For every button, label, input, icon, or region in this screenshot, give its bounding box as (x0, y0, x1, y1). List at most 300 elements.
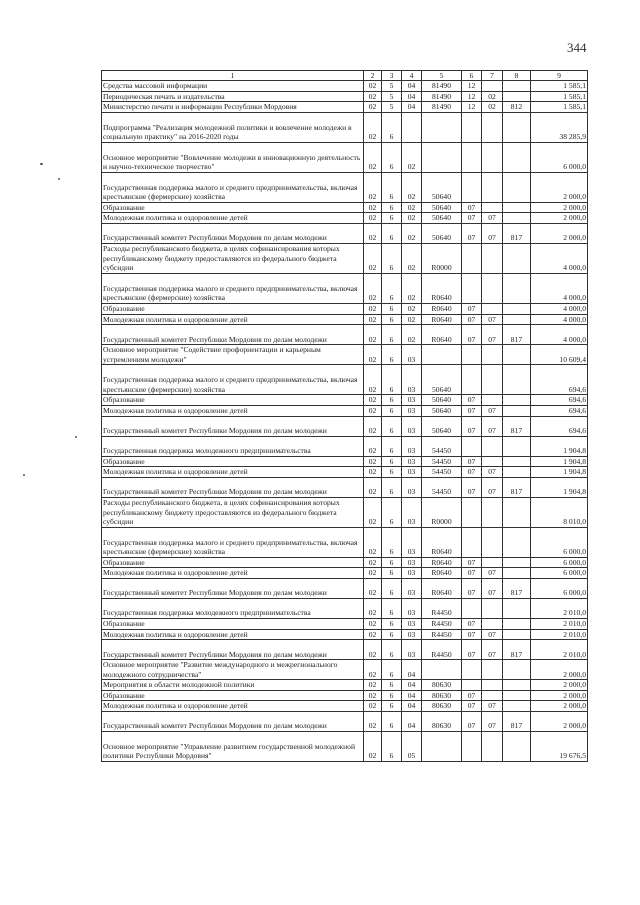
code-3-cell: 6 (382, 467, 402, 478)
code-6-cell (462, 732, 482, 762)
code-7-cell (482, 618, 503, 629)
code-2-cell: 02 (364, 416, 382, 436)
row-name-cell: Государственный комитет Республики Мордовия по делам молодежи (102, 325, 364, 345)
amount-cell: 1 904,8 (531, 467, 588, 478)
code-4-cell: 03 (402, 527, 422, 557)
code-4-cell: 03 (402, 405, 422, 416)
table-row (102, 112, 588, 142)
code-4-cell: 04 (402, 91, 422, 102)
table-row (102, 91, 588, 102)
amount-cell: 4 000,0 (531, 243, 588, 273)
table-row (102, 629, 588, 640)
amount-cell: 1 585,1 (531, 81, 588, 92)
code-7-cell: 02 (482, 102, 503, 113)
code-5-cell: 80630 (422, 690, 462, 701)
code-7-cell: 07 (482, 701, 503, 712)
code-2-cell: 02 (364, 142, 382, 172)
table-row (102, 325, 588, 345)
column-header: 5 (422, 71, 462, 81)
code-3-cell: 6 (382, 578, 402, 598)
code-8-cell (503, 243, 531, 273)
code-3-cell: 6 (382, 303, 402, 314)
code-4-cell: 03 (402, 578, 422, 598)
table-body (102, 81, 588, 762)
table-row (102, 202, 588, 213)
row-name-cell: Государственная поддержка малого и среднего предпринимательства, включая крестьянские (фермерские) хозяйства (102, 172, 364, 202)
table-row (102, 477, 588, 497)
code-6-cell (462, 436, 482, 456)
table-row (102, 395, 588, 406)
row-name-cell: Молодежная политика и оздоровление детей (102, 405, 364, 416)
code-4-cell: 02 (402, 142, 422, 172)
code-7-cell: 07 (482, 314, 503, 325)
code-7-cell (482, 497, 503, 527)
code-3-cell: 5 (382, 102, 402, 113)
code-8-cell (503, 345, 531, 365)
code-3-cell: 6 (382, 598, 402, 618)
code-8-cell (503, 557, 531, 568)
code-4-cell: 04 (402, 680, 422, 691)
code-3-cell: 6 (382, 712, 402, 732)
code-6-cell: 07 (462, 325, 482, 345)
amount-cell: 6 000,0 (531, 557, 588, 568)
table-row (102, 557, 588, 568)
code-8-cell: 817 (503, 712, 531, 732)
code-5-cell: 50640 (422, 202, 462, 213)
code-3-cell: 6 (382, 680, 402, 691)
table-row (102, 712, 588, 732)
code-8-cell (503, 81, 531, 92)
column-header: 7 (482, 71, 503, 81)
code-6-cell: 07 (462, 405, 482, 416)
table-row (102, 172, 588, 202)
code-4-cell: 03 (402, 598, 422, 618)
row-name-cell: Государственный комитет Республики Мордовия по делам молодежи (102, 223, 364, 243)
code-6-cell (462, 497, 482, 527)
code-8-cell: 817 (503, 223, 531, 243)
column-header: 3 (382, 71, 402, 81)
table-row (102, 213, 588, 224)
code-8-cell: 817 (503, 640, 531, 660)
code-3-cell: 6 (382, 629, 402, 640)
code-5-cell (422, 112, 462, 142)
amount-cell: 1 904,8 (531, 456, 588, 467)
code-5-cell: 50640 (422, 213, 462, 224)
code-8-cell (503, 395, 531, 406)
code-8-cell (503, 314, 531, 325)
code-8-cell (503, 436, 531, 456)
row-name-cell: Образование (102, 618, 364, 629)
code-7-cell: 07 (482, 325, 503, 345)
code-4-cell: 02 (402, 202, 422, 213)
row-name-cell: Государственная поддержка малого и среднего предпринимательства, включая крестьянские (фермерские) хозяйства (102, 273, 364, 303)
code-4-cell: 03 (402, 629, 422, 640)
code-4-cell: 03 (402, 436, 422, 456)
amount-cell: 1 585,1 (531, 102, 588, 113)
code-8-cell (503, 680, 531, 691)
code-2-cell: 02 (364, 325, 382, 345)
amount-cell: 694,6 (531, 405, 588, 416)
code-6-cell (462, 527, 482, 557)
code-5-cell: R0640 (422, 325, 462, 345)
code-4-cell: 04 (402, 701, 422, 712)
code-6-cell: 07 (462, 640, 482, 660)
code-8-cell (503, 202, 531, 213)
code-5-cell: 54450 (422, 436, 462, 456)
code-8-cell (503, 467, 531, 478)
code-3-cell: 6 (382, 395, 402, 406)
amount-cell: 6 000,0 (531, 568, 588, 579)
code-7-cell (482, 142, 503, 172)
code-4-cell: 02 (402, 303, 422, 314)
amount-cell: 2 000,0 (531, 660, 588, 680)
amount-cell: 4 000,0 (531, 303, 588, 314)
row-name-cell: Государственная поддержка молодежного предпринимательства (102, 598, 364, 618)
column-header: 4 (402, 71, 422, 81)
code-3-cell: 6 (382, 213, 402, 224)
code-5-cell (422, 345, 462, 365)
code-7-cell (482, 345, 503, 365)
table-row (102, 598, 588, 618)
code-2-cell: 02 (364, 477, 382, 497)
code-7-cell (482, 690, 503, 701)
code-8-cell (503, 527, 531, 557)
row-name-cell: Государственный комитет Республики Мордовия по делам молодежи (102, 712, 364, 732)
row-name-cell: Государственный комитет Республики Мордовия по делам молодежи (102, 640, 364, 660)
code-6-cell (462, 365, 482, 395)
code-4-cell: 02 (402, 213, 422, 224)
code-2-cell: 02 (364, 618, 382, 629)
code-6-cell: 07 (462, 557, 482, 568)
code-8-cell (503, 273, 531, 303)
code-3-cell: 6 (382, 142, 402, 172)
code-3-cell: 6 (382, 345, 402, 365)
code-3-cell: 6 (382, 660, 402, 680)
row-name-cell: Основное мероприятие "Содействие профориентации и карьерным устремлениям молодежи" (102, 345, 364, 365)
table-row (102, 578, 588, 598)
code-6-cell (462, 243, 482, 273)
row-name-cell: Государственный комитет Республики Мордовия по делам молодежи (102, 578, 364, 598)
scan-speck (40, 163, 43, 165)
code-3-cell: 6 (382, 172, 402, 202)
code-2-cell: 02 (364, 598, 382, 618)
row-name-cell: Молодежная политика и оздоровление детей (102, 314, 364, 325)
code-6-cell: 07 (462, 477, 482, 497)
amount-cell: 2 000,0 (531, 712, 588, 732)
code-8-cell (503, 213, 531, 224)
code-8-cell (503, 303, 531, 314)
table-row (102, 701, 588, 712)
amount-cell: 38 285,9 (531, 112, 588, 142)
table-row (102, 303, 588, 314)
table-row (102, 102, 588, 113)
row-name-cell: Подпрограмма "Реализация молодежной политики и вовлечение молодежи в социальную практику" на 2016-2020 годы (102, 112, 364, 142)
code-2-cell: 02 (364, 436, 382, 456)
table-row (102, 568, 588, 579)
code-2-cell: 02 (364, 81, 382, 92)
code-5-cell: R0000 (422, 497, 462, 527)
code-7-cell: 07 (482, 477, 503, 497)
code-6-cell: 07 (462, 416, 482, 436)
code-6-cell: 07 (462, 202, 482, 213)
code-8-cell (503, 568, 531, 579)
code-4-cell: 03 (402, 467, 422, 478)
code-3-cell: 5 (382, 91, 402, 102)
table-row (102, 680, 588, 691)
code-2-cell: 02 (364, 456, 382, 467)
code-7-cell (482, 395, 503, 406)
code-3-cell: 6 (382, 243, 402, 273)
code-7-cell (482, 660, 503, 680)
code-6-cell (462, 273, 482, 303)
code-5-cell: R0640 (422, 314, 462, 325)
code-2-cell: 02 (364, 345, 382, 365)
row-name-cell: Образование (102, 202, 364, 213)
code-2-cell: 02 (364, 467, 382, 478)
code-5-cell: 50640 (422, 405, 462, 416)
code-5-cell: R0640 (422, 527, 462, 557)
code-7-cell: 07 (482, 405, 503, 416)
code-5-cell: R0640 (422, 557, 462, 568)
code-8-cell (503, 660, 531, 680)
code-7-cell (482, 436, 503, 456)
row-name-cell: Основное мероприятие "Развитие международного и межрегионального молодежного сотрудничества" (102, 660, 364, 680)
code-3-cell: 6 (382, 477, 402, 497)
code-5-cell: 54450 (422, 456, 462, 467)
code-4-cell: 04 (402, 81, 422, 92)
code-6-cell: 07 (462, 701, 482, 712)
code-5-cell: R4450 (422, 618, 462, 629)
code-4-cell: 03 (402, 568, 422, 579)
code-4-cell (402, 112, 422, 142)
code-6-cell: 07 (462, 213, 482, 224)
code-5-cell: R0640 (422, 273, 462, 303)
scan-speck (75, 436, 77, 438)
row-name-cell: Основное мероприятие "Управление развитием государственной молодежной политики Республики Мордовия" (102, 732, 364, 762)
code-2-cell: 02 (364, 712, 382, 732)
row-name-cell: Молодежная политика и оздоровление детей (102, 568, 364, 579)
code-4-cell: 02 (402, 223, 422, 243)
amount-cell: 2 000,0 (531, 202, 588, 213)
code-2-cell: 02 (364, 202, 382, 213)
table-row (102, 732, 588, 762)
code-8-cell (503, 629, 531, 640)
code-7-cell (482, 598, 503, 618)
code-5-cell: R4450 (422, 640, 462, 660)
code-5-cell: 80630 (422, 701, 462, 712)
amount-cell: 2 000,0 (531, 213, 588, 224)
table-row (102, 416, 588, 436)
code-2-cell: 02 (364, 112, 382, 142)
row-name-cell: Средства массовой информации (102, 81, 364, 92)
code-8-cell (503, 365, 531, 395)
code-5-cell (422, 660, 462, 680)
row-name-cell: Образование (102, 303, 364, 314)
row-name-cell: Государственный комитет Республики Мордовия по делам молодежи (102, 477, 364, 497)
code-7-cell (482, 557, 503, 568)
code-2-cell: 02 (364, 629, 382, 640)
column-header: 2 (364, 71, 382, 81)
table-row (102, 405, 588, 416)
code-7-cell (482, 81, 503, 92)
amount-cell: 2 000,0 (531, 680, 588, 691)
code-2-cell: 02 (364, 732, 382, 762)
code-6-cell: 07 (462, 568, 482, 579)
code-4-cell: 03 (402, 618, 422, 629)
code-7-cell (482, 732, 503, 762)
amount-cell: 694,6 (531, 416, 588, 436)
amount-cell: 2 000,0 (531, 701, 588, 712)
row-name-cell: Образование (102, 690, 364, 701)
code-6-cell (462, 142, 482, 172)
table-row (102, 273, 588, 303)
code-6-cell: 07 (462, 690, 482, 701)
amount-cell: 8 010,0 (531, 497, 588, 527)
code-5-cell: 50640 (422, 365, 462, 395)
code-3-cell: 6 (382, 416, 402, 436)
code-3-cell: 6 (382, 701, 402, 712)
code-5-cell: 54450 (422, 467, 462, 478)
table-row (102, 365, 588, 395)
table-row (102, 527, 588, 557)
code-2-cell: 02 (364, 497, 382, 527)
code-6-cell: 12 (462, 81, 482, 92)
code-2-cell: 02 (364, 273, 382, 303)
row-name-cell: Министерство печати и информации Республики Мордовия (102, 102, 364, 113)
code-4-cell: 04 (402, 102, 422, 113)
code-7-cell: 07 (482, 568, 503, 579)
code-3-cell: 6 (382, 223, 402, 243)
code-5-cell: 81490 (422, 91, 462, 102)
amount-cell: 1 904,8 (531, 436, 588, 456)
code-2-cell: 02 (364, 680, 382, 691)
amount-cell: 2 000,0 (531, 690, 588, 701)
code-7-cell: 07 (482, 223, 503, 243)
code-8-cell (503, 405, 531, 416)
code-8-cell (503, 701, 531, 712)
code-5-cell: 80630 (422, 680, 462, 691)
column-header: 6 (462, 71, 482, 81)
column-header: 8 (503, 71, 531, 81)
code-3-cell: 6 (382, 497, 402, 527)
code-7-cell: 02 (482, 91, 503, 102)
code-5-cell (422, 142, 462, 172)
code-2-cell: 02 (364, 172, 382, 202)
code-2-cell: 02 (364, 568, 382, 579)
code-4-cell: 03 (402, 365, 422, 395)
scan-speck (58, 178, 60, 180)
row-name-cell: Государственный комитет Республики Мордовия по делам молодежи (102, 416, 364, 436)
code-3-cell: 6 (382, 557, 402, 568)
code-3-cell: 6 (382, 365, 402, 395)
code-6-cell (462, 345, 482, 365)
budget-table (101, 70, 588, 762)
code-8-cell (503, 497, 531, 527)
code-4-cell: 04 (402, 690, 422, 701)
code-8-cell (503, 112, 531, 142)
code-5-cell (422, 732, 462, 762)
code-2-cell: 02 (364, 578, 382, 598)
row-name-cell: Расходы республиканского бюджета, в целях софинансирования которых республиканскому бюджету предоставляются из федерального бюджета субсидии (102, 243, 364, 273)
code-4-cell: 03 (402, 477, 422, 497)
code-7-cell (482, 243, 503, 273)
code-6-cell: 12 (462, 102, 482, 113)
code-5-cell: R4450 (422, 629, 462, 640)
code-5-cell: R4450 (422, 598, 462, 618)
code-8-cell (503, 142, 531, 172)
code-5-cell: R0640 (422, 578, 462, 598)
code-4-cell: 02 (402, 243, 422, 273)
code-5-cell: 81490 (422, 81, 462, 92)
table-row (102, 456, 588, 467)
code-3-cell: 6 (382, 456, 402, 467)
table-row (102, 436, 588, 456)
code-8-cell: 817 (503, 477, 531, 497)
code-2-cell: 02 (364, 213, 382, 224)
row-name-cell: Расходы республиканского бюджета, в целях софинансирования которых республиканскому бюджету предоставляются из федерального бюджета субсидии (102, 497, 364, 527)
amount-cell: 1 585,1 (531, 91, 588, 102)
code-4-cell: 02 (402, 314, 422, 325)
code-6-cell: 07 (462, 223, 482, 243)
code-7-cell (482, 273, 503, 303)
scan-speck (23, 474, 25, 476)
row-name-cell: Образование (102, 557, 364, 568)
code-5-cell: 50640 (422, 172, 462, 202)
table-row (102, 660, 588, 680)
code-8-cell (503, 598, 531, 618)
code-7-cell: 07 (482, 712, 503, 732)
table-row (102, 497, 588, 527)
code-3-cell: 6 (382, 618, 402, 629)
code-7-cell: 07 (482, 629, 503, 640)
code-5-cell: 50640 (422, 395, 462, 406)
code-2-cell: 02 (364, 405, 382, 416)
code-7-cell (482, 527, 503, 557)
code-2-cell: 02 (364, 527, 382, 557)
code-6-cell (462, 172, 482, 202)
code-2-cell: 02 (364, 365, 382, 395)
code-5-cell: 81490 (422, 102, 462, 113)
table-row (102, 142, 588, 172)
code-8-cell (503, 456, 531, 467)
table-row (102, 345, 588, 365)
code-2-cell: 02 (364, 303, 382, 314)
code-6-cell: 07 (462, 578, 482, 598)
code-7-cell: 07 (482, 416, 503, 436)
amount-cell: 6 000,0 (531, 527, 588, 557)
code-5-cell: 50640 (422, 223, 462, 243)
code-6-cell (462, 112, 482, 142)
code-4-cell: 04 (402, 712, 422, 732)
amount-cell: 6 000,0 (531, 142, 588, 172)
code-6-cell: 07 (462, 618, 482, 629)
code-2-cell: 02 (364, 314, 382, 325)
code-3-cell: 6 (382, 405, 402, 416)
table-row (102, 223, 588, 243)
amount-cell: 6 000,0 (531, 578, 588, 598)
code-4-cell: 04 (402, 660, 422, 680)
code-4-cell: 02 (402, 273, 422, 303)
table-row (102, 314, 588, 325)
code-8-cell: 817 (503, 325, 531, 345)
code-4-cell: 03 (402, 416, 422, 436)
code-7-cell: 07 (482, 467, 503, 478)
code-6-cell: 07 (462, 395, 482, 406)
code-6-cell (462, 598, 482, 618)
code-7-cell: 07 (482, 213, 503, 224)
code-3-cell: 6 (382, 325, 402, 345)
amount-cell: 694,6 (531, 395, 588, 406)
